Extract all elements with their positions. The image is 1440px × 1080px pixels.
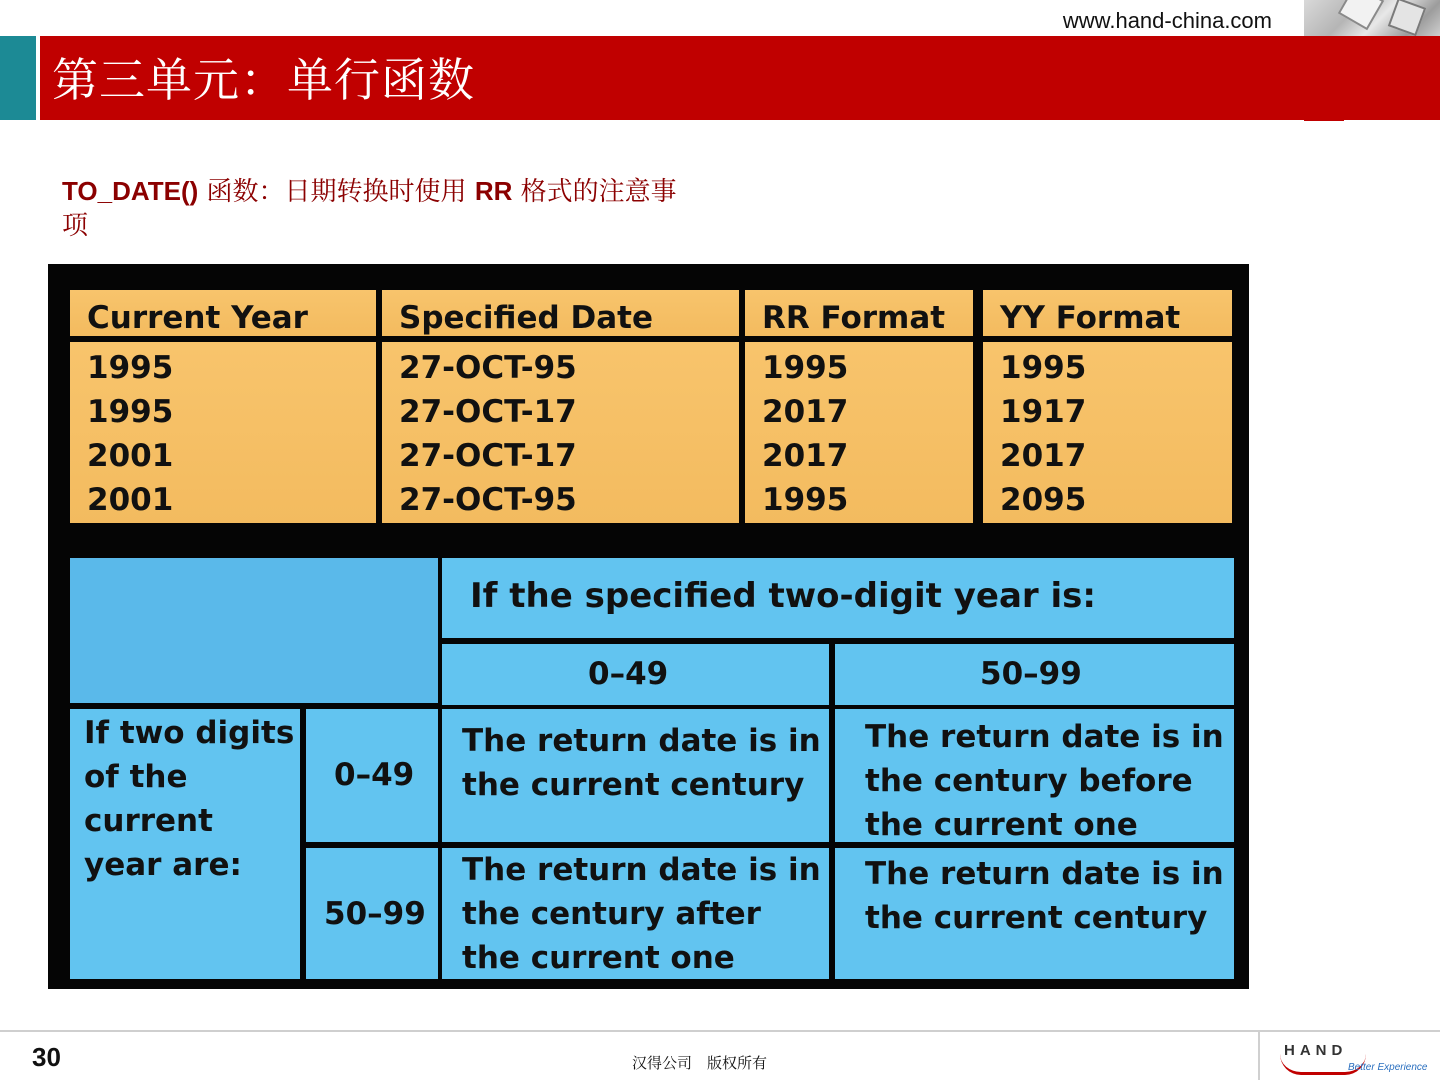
table-cell: 27-OCT-95 xyxy=(399,482,577,518)
table-cell: 2017 xyxy=(1000,438,1087,474)
table-cell: 27-OCT-17 xyxy=(399,394,577,430)
site-url: www.hand-china.com xyxy=(1062,8,1272,33)
rule-table-corner xyxy=(70,558,438,703)
copyright-text: 汉得公司 版权所有 xyxy=(632,1054,768,1072)
column-yy-format xyxy=(983,342,1232,523)
table-cell: 1995 xyxy=(762,350,849,386)
subtitle-text-3: 项 xyxy=(62,211,89,241)
rule-cell-r1c2: The return date is in the century before the current one xyxy=(835,709,1234,842)
table-cell: 27-OCT-17 xyxy=(399,438,577,474)
rule-col-0-49: 0–49 xyxy=(442,644,829,705)
column-specified-date xyxy=(382,342,739,523)
table-cell: 2095 xyxy=(1000,482,1087,518)
subtitle-text-2: 格式的注意事 xyxy=(520,177,677,207)
table-cell: 2001 xyxy=(87,438,174,474)
table-cell: 2001 xyxy=(87,482,174,518)
page-number: 30 xyxy=(32,1042,61,1072)
rule-cell-r2c2: The return date is in the current century xyxy=(835,848,1234,979)
table-cell: 2017 xyxy=(762,438,849,474)
rule-row-50-99: 50–99 xyxy=(306,848,438,979)
footer-divider xyxy=(0,1030,1440,1032)
rule-row-header: If two digits of the current year are: xyxy=(70,709,300,979)
table-cell: 1917 xyxy=(1000,394,1087,430)
table-cell: 2017 xyxy=(762,394,849,430)
table-cell: 1995 xyxy=(87,394,174,430)
header-yy-format: YY Format xyxy=(983,290,1232,336)
rule-row-0-49: 0–49 xyxy=(306,709,438,842)
function-name: TO_DATE() xyxy=(62,176,199,206)
table-cell: 1995 xyxy=(87,350,174,386)
page-title: 第三单元：单行函数 xyxy=(52,53,475,107)
header-current-year: Current Year xyxy=(70,290,376,336)
rr-keyword: RR xyxy=(474,176,513,206)
rule-top-header: If the specified two-digit year is: xyxy=(442,558,1234,638)
table-cell: 1995 xyxy=(1000,350,1087,386)
hand-logo: HAND Better Experience xyxy=(1280,1040,1430,1076)
corner-keyboard-image xyxy=(1304,0,1440,36)
rule-col-50-99: 50–99 xyxy=(835,644,1234,705)
table-cell: 27-OCT-95 xyxy=(399,350,577,386)
title-accent-bar xyxy=(0,36,36,120)
rr-format-figure xyxy=(48,264,1249,989)
rule-cell-r2c1: The return date is in the century after the current one xyxy=(442,848,829,979)
subtitle-text-1: 函数：日期转换时使用 xyxy=(206,177,467,207)
header-specified-date: Specified Date xyxy=(382,290,739,336)
rule-cell-r1c1: The return date is in the current century xyxy=(442,709,829,842)
table-cell: 1995 xyxy=(762,482,849,518)
slide-subtitle xyxy=(62,174,742,243)
header-rr-format: RR Format xyxy=(745,290,973,336)
column-rr-format xyxy=(745,342,973,523)
column-current-year xyxy=(70,342,376,523)
